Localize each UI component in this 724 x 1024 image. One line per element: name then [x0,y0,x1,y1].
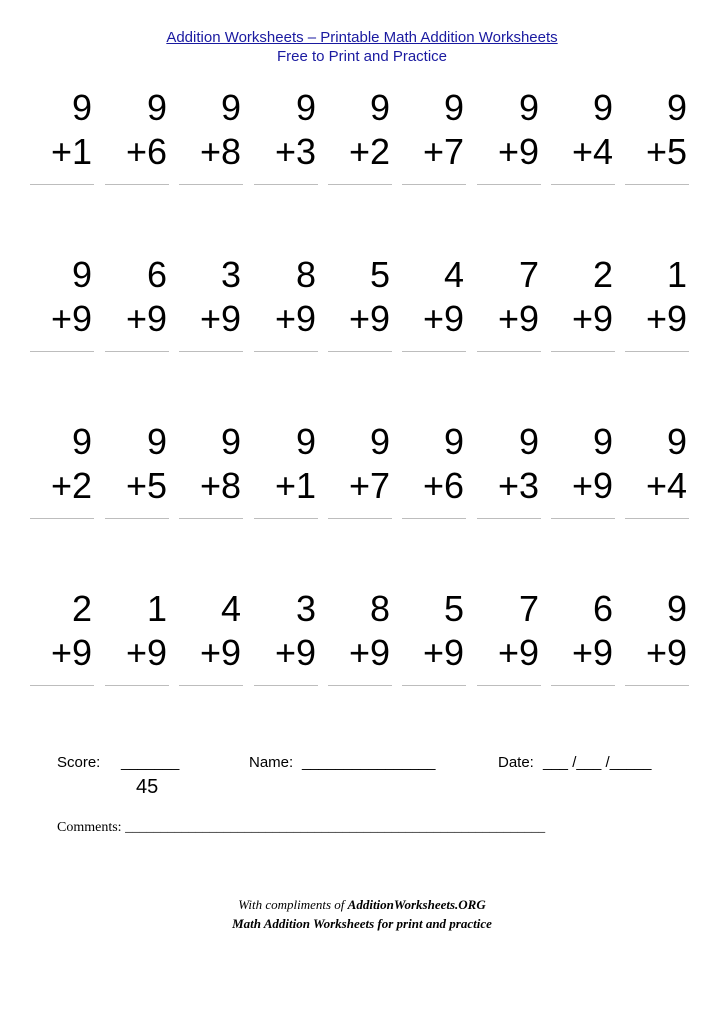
problem-top-number: 6 [592,588,613,629]
problem-addend: +9 [50,632,92,673]
problem-addend: +9 [645,632,687,673]
problem-row [0,255,724,365]
answer-line[interactable] [30,685,94,686]
problem-addend: +9 [645,298,687,339]
addition-problem [551,88,617,198]
answer-line[interactable] [625,351,689,352]
problem-addend: +3 [497,465,539,506]
score-total: 45 [136,776,159,798]
answer-line[interactable] [477,351,541,352]
addition-problem [551,255,617,365]
addition-problem [30,422,96,532]
problem-addend: +2 [50,465,92,506]
problem-addend: +9 [125,298,167,339]
addition-problem [254,88,320,198]
answer-line[interactable] [625,184,689,185]
answer-line[interactable] [402,351,466,352]
problem-top-number: 9 [220,421,241,462]
problem-top-number: 9 [71,87,92,128]
addition-problem [30,88,96,198]
problem-addend: +9 [199,632,241,673]
answer-line[interactable] [30,518,94,519]
addition-problem [402,255,468,365]
answer-line[interactable] [179,184,243,185]
problem-addend: +5 [645,131,687,172]
problem-addend: +9 [348,632,390,673]
answer-line[interactable] [105,184,169,185]
credit-line-1 [0,895,724,914]
problem-top-number: 9 [369,421,390,462]
answer-line[interactable] [30,351,94,352]
problem-addend: +6 [125,131,167,172]
problem-top-number: 9 [518,87,539,128]
problem-addend: +5 [125,465,167,506]
worksheet-header [0,28,724,66]
addition-problem [551,589,617,699]
answer-line[interactable] [551,351,615,352]
addition-problem [179,589,245,699]
problem-addend: +9 [497,632,539,673]
addition-problem [105,422,171,532]
addition-problem [179,255,245,365]
addition-problem [402,422,468,532]
problem-top-number: 9 [666,588,687,629]
problem-top-number: 2 [592,254,613,295]
answer-line[interactable] [30,184,94,185]
comments-line [57,820,545,836]
problem-top-number: 7 [518,588,539,629]
answer-line[interactable] [328,184,392,185]
problem-top-number: 6 [146,254,167,295]
answer-line[interactable] [402,685,466,686]
problem-addend: +7 [422,131,464,172]
problem-top-number: 8 [369,588,390,629]
name-blank[interactable]: ________________ [302,754,436,771]
addition-problem [477,255,543,365]
problem-addend: +9 [571,465,613,506]
answer-line[interactable] [328,518,392,519]
date-blank[interactable]: ___ /___ /_____ [543,754,652,771]
addition-problem [254,255,320,365]
problem-addend: +9 [422,298,464,339]
score-label: Score: [57,754,101,771]
answer-line[interactable] [179,351,243,352]
problem-top-number: 5 [443,588,464,629]
addition-problem [477,422,543,532]
addition-problem [254,589,320,699]
problem-addend: +8 [199,131,241,172]
credit-line-2: Math Addition Worksheets for print and practice [232,916,492,931]
comments-blank[interactable]: ____________________________________________________________ [125,820,546,835]
problem-addend: +3 [274,131,316,172]
answer-line[interactable] [179,685,243,686]
problem-row [0,589,724,699]
problem-top-number: 5 [369,254,390,295]
problem-top-number: 9 [592,87,613,128]
problem-top-number: 9 [369,87,390,128]
problem-top-number: 9 [518,421,539,462]
answer-line[interactable] [551,518,615,519]
credit-site: AdditionWorksheets.ORG [347,897,486,912]
problem-addend: +2 [348,131,390,172]
addition-problem [328,88,394,198]
problem-addend: +9 [199,298,241,339]
problem-addend: +9 [348,298,390,339]
problem-addend: +8 [199,465,241,506]
problem-top-number: 9 [146,421,167,462]
problem-addend: +1 [274,465,316,506]
addition-problem [551,422,617,532]
problem-top-number: 9 [71,421,92,462]
answer-line[interactable] [254,518,318,519]
addition-problem [179,88,245,198]
problem-top-number: 3 [295,588,316,629]
problem-top-number: 8 [295,254,316,295]
problem-addend: +9 [274,632,316,673]
problem-addend: +7 [348,465,390,506]
problem-top-number: 9 [443,87,464,128]
problem-top-number: 9 [592,421,613,462]
problem-top-number: 4 [220,588,241,629]
addition-problem [179,422,245,532]
addition-problem [402,88,468,198]
score-blank[interactable]: _______ [121,754,180,771]
problem-addend: +9 [497,131,539,172]
credit-prefix: With compliments of [238,897,345,912]
worksheet-title-link[interactable]: Addition Worksheets – Printable Math Addition Worksheets [166,29,558,46]
worksheet-subtitle: Free to Print and Practice [276,48,448,65]
problem-top-number: 4 [443,254,464,295]
answer-line[interactable] [477,685,541,686]
problem-addend: +1 [50,131,92,172]
problem-top-number: 7 [518,254,539,295]
problem-top-number: 2 [71,588,92,629]
addition-problem [477,589,543,699]
problem-addend: +9 [422,632,464,673]
name-label: Name: [249,754,294,771]
problem-row [0,422,724,532]
answer-line[interactable] [551,685,615,686]
addition-problem [625,255,691,365]
problem-addend: +9 [497,298,539,339]
addition-problem [328,422,394,532]
answer-line[interactable] [328,351,392,352]
answer-line[interactable] [402,184,466,185]
date-label: Date: [498,754,534,771]
problem-top-number: 9 [443,421,464,462]
answer-line[interactable] [477,184,541,185]
answer-line[interactable] [105,518,169,519]
answer-line[interactable] [105,685,169,686]
problem-top-number: 1 [666,254,687,295]
addition-problem [30,255,96,365]
answer-line[interactable] [625,518,689,519]
problem-top-number: 9 [666,421,687,462]
problem-top-number: 3 [220,254,241,295]
addition-problem [328,255,394,365]
problem-addend: +9 [125,632,167,673]
addition-problem [328,589,394,699]
problem-row [0,88,724,198]
answer-line[interactable] [254,184,318,185]
problem-top-number: 9 [666,87,687,128]
problem-addend: +9 [50,298,92,339]
problem-addend: +4 [571,131,613,172]
addition-problem [477,88,543,198]
answer-line[interactable] [625,685,689,686]
addition-problem [30,589,96,699]
addition-problem [625,589,691,699]
problem-addend: +9 [571,632,613,673]
problem-top-number: 9 [295,421,316,462]
addition-problem [402,589,468,699]
answer-line[interactable] [105,351,169,352]
problem-top-number: 9 [295,87,316,128]
problem-top-number: 9 [71,254,92,295]
answer-line[interactable] [477,518,541,519]
addition-problem [625,88,691,198]
addition-problem [105,255,171,365]
answer-line[interactable] [402,518,466,519]
addition-problem [254,422,320,532]
addition-problem [105,589,171,699]
answer-line[interactable] [551,184,615,185]
problem-addend: +9 [274,298,316,339]
problem-top-number: 9 [220,87,241,128]
problem-top-number: 1 [146,588,167,629]
problem-addend: +4 [645,465,687,506]
answer-line[interactable] [179,518,243,519]
problem-addend: +6 [422,465,464,506]
addition-problem [625,422,691,532]
answer-line[interactable] [254,685,318,686]
answer-line[interactable] [328,685,392,686]
comments-label: Comments: [57,820,122,835]
problem-top-number: 9 [146,87,167,128]
problem-addend: +9 [571,298,613,339]
addition-problem [105,88,171,198]
answer-line[interactable] [254,351,318,352]
